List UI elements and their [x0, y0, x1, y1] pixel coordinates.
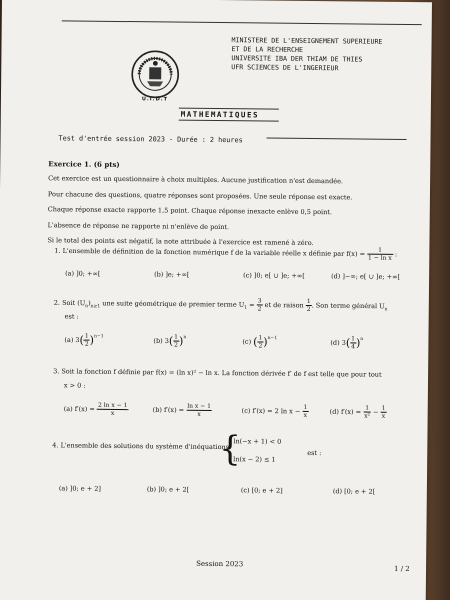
option-label: (c) f′(x) = 2 ln x −: [241, 406, 301, 416]
ministry-line: UNIVERSITE IBA DER THIAM DE THIES: [231, 54, 363, 64]
fraction-denominator: 4: [351, 343, 355, 351]
question-1-tail: :: [394, 250, 398, 259]
option-label: (c): [242, 337, 254, 346]
question-3-options: [0, 401, 428, 420]
fraction-denominator: 2: [84, 340, 89, 348]
question-4-tail: est :: [307, 448, 322, 458]
session-line: Test d'entrée session 2023 - Durée : 2 heures: [58, 134, 243, 145]
fraction-numerator: 1: [381, 404, 386, 412]
system-line-1: ln(−x + 1) < 0: [233, 437, 282, 446]
fraction-numerator: 1: [367, 247, 393, 255]
fraction-numerator: 3: [257, 297, 262, 305]
option-b[interactable]: (b) 3( $\frac{1}{2}$ )$^n$: [153, 333, 187, 349]
fraction-numerator: ln x − 1: [187, 402, 212, 410]
option-d[interactable]: (d) 3( $\frac{1}{4}$ )$^n$: [330, 335, 364, 351]
instruction-line: Pour chacune des questions, quatre réponses sont proposées. Une seule réponse est exacte.: [47, 189, 353, 201]
option-a[interactable]: (a) ]0; +∞[: [65, 269, 101, 278]
fraction-numerator: 1: [351, 335, 356, 343]
fraction-numerator: 1: [306, 297, 311, 305]
fraction-numerator: 1: [174, 333, 179, 341]
option-label: (a) f′(x) =: [63, 404, 95, 414]
ministry-line: ET DE LA RECHERCHE: [231, 45, 303, 54]
fraction-denominator: 1 − ln x: [368, 254, 392, 262]
option-c[interactable]: [242, 403, 309, 419]
footer-session: Session 2023: [196, 559, 244, 569]
question-2-text: et de raison: [262, 300, 304, 310]
instruction-line: Si le total des points est négatif, la note attribuée à l'exercice est ramené à zéro.: [47, 236, 314, 248]
fraction-denominator: x: [197, 410, 201, 418]
fraction-numerator: 2 ln x − 1: [97, 401, 128, 410]
instruction-line: Chaque réponse exacte rapporte 1,5 point. Chaque réponse inexacte enlève 0,5 point.: [47, 205, 333, 217]
exponent: n: [183, 335, 187, 341]
fraction-numerator: 1: [84, 332, 89, 340]
university-seal-icon: [129, 49, 182, 103]
question-2-line-2: est :: [64, 312, 79, 321]
instruction-line: L'absence de réponse ne rapporte ni n'enlève de point.: [47, 220, 230, 231]
question-4-options: [0, 484, 427, 496]
fraction-denominator: x: [381, 412, 386, 420]
option-label: (a) 3: [64, 335, 80, 345]
option-operator: −: [373, 408, 379, 417]
session-rule: [267, 138, 407, 140]
inequality-system: [219, 429, 309, 470]
system-brace: {: [219, 429, 242, 470]
instruction-line: Cet exercice est un questionnaire à choix multiples. Aucune justification n'est demandée.: [48, 174, 344, 186]
subject-title: MATHEMATIQUES: [180, 109, 260, 120]
exponent: n: [360, 337, 364, 343]
option-d[interactable]: (d) [0; e + 2[: [332, 487, 376, 496]
question-2-text: . Son terme général U: [311, 301, 385, 311]
ministry-header: [231, 36, 421, 74]
exercise-instructions: [47, 171, 418, 252]
option-a[interactable]: [64, 401, 129, 417]
fraction-denominator: x: [110, 409, 115, 417]
option-a[interactable]: (a) 3( $\frac{1}{2}$ )$^{n-1}$: [64, 332, 104, 348]
question-1-options: [0, 269, 429, 281]
option-label: (d) f′(x) =: [329, 407, 362, 417]
question-3: 3. Soit la fonction f définie par f(x) = (ln x)² − ln x. La fonction dérivée f′ de f est telle que pour tout: [53, 367, 382, 379]
ministry-line: MINISTERE DE L'ENSEIGNEMENT SUPERIEURE: [231, 36, 383, 46]
question-2: [54, 295, 388, 315]
exercise-title: Exercice 1. (6 pts): [48, 159, 120, 169]
seal-caption: U.I.D.T: [141, 96, 169, 103]
question-1-text: 1. L'ensemble de définition de la fonction numérique f de la variable réelle x définie par f(x) =: [54, 246, 366, 259]
option-b[interactable]: (b) ]0; e + 2[: [146, 485, 190, 494]
option-c[interactable]: (c) [0; e + 2]: [240, 486, 283, 495]
question-4: 4. L'ensemble des solutions du système d'inéquations: [52, 441, 230, 452]
page-number: 1 / 2: [394, 564, 410, 574]
fraction-numerator: 1: [365, 404, 370, 412]
option-label: (b) 3: [153, 336, 169, 346]
option-d[interactable]: (d) ]−∞; e[ ∪ ]e; +∞[: [331, 272, 401, 281]
fraction-denominator: 2: [306, 305, 311, 313]
question-2-options: [0, 332, 428, 351]
question-2-text: 2. Soit (U: [53, 298, 86, 308]
question-1: [54, 243, 397, 262]
option-b[interactable]: (b) ]e; +∞[: [154, 270, 190, 279]
fraction-numerator: 1: [303, 403, 308, 411]
subscript: 1: [244, 305, 248, 311]
exponent: n−1: [94, 334, 104, 340]
question-3-line-2: x > 0 :: [63, 381, 86, 390]
fraction-denominator: 2: [174, 341, 178, 349]
option-c[interactable]: (c) ]0; e[ ∪ ]e; +∞[: [243, 271, 305, 280]
title-rule-bottom: [179, 120, 279, 122]
fraction-denominator: x²: [364, 412, 370, 420]
option-b[interactable]: [153, 402, 212, 418]
question-2-text: ): [88, 299, 91, 308]
subscript: n≥1: [90, 304, 101, 310]
fraction-numerator: 1: [258, 334, 263, 342]
option-d[interactable]: [330, 404, 387, 420]
system-line-2: ln(x − 2) ≤ 1: [233, 455, 276, 464]
option-a[interactable]: (a) ]0; e + 2]: [58, 484, 101, 493]
subscript: n: [85, 304, 89, 310]
exponent: n−1: [267, 336, 278, 342]
fraction-denominator: x: [303, 411, 308, 419]
fraction-denominator: 2: [258, 342, 263, 350]
top-rule: [62, 20, 422, 25]
subscript: n: [384, 307, 388, 313]
option-label: (b) f′(x) =: [152, 405, 185, 415]
option-c[interactable]: (c) ( $\frac{1}{2}$ )$^{n-1}$: [242, 334, 278, 350]
fraction: [367, 247, 393, 262]
ministry-line: UFR SCIENCES DE L'INGERIEUR: [231, 63, 339, 73]
fraction-denominator: 2: [257, 305, 262, 313]
question-2-text: une suite géométrique de premier terme U: [100, 299, 245, 309]
option-label: (d) 3: [330, 338, 346, 347]
question-2-text: =: [247, 300, 255, 309]
